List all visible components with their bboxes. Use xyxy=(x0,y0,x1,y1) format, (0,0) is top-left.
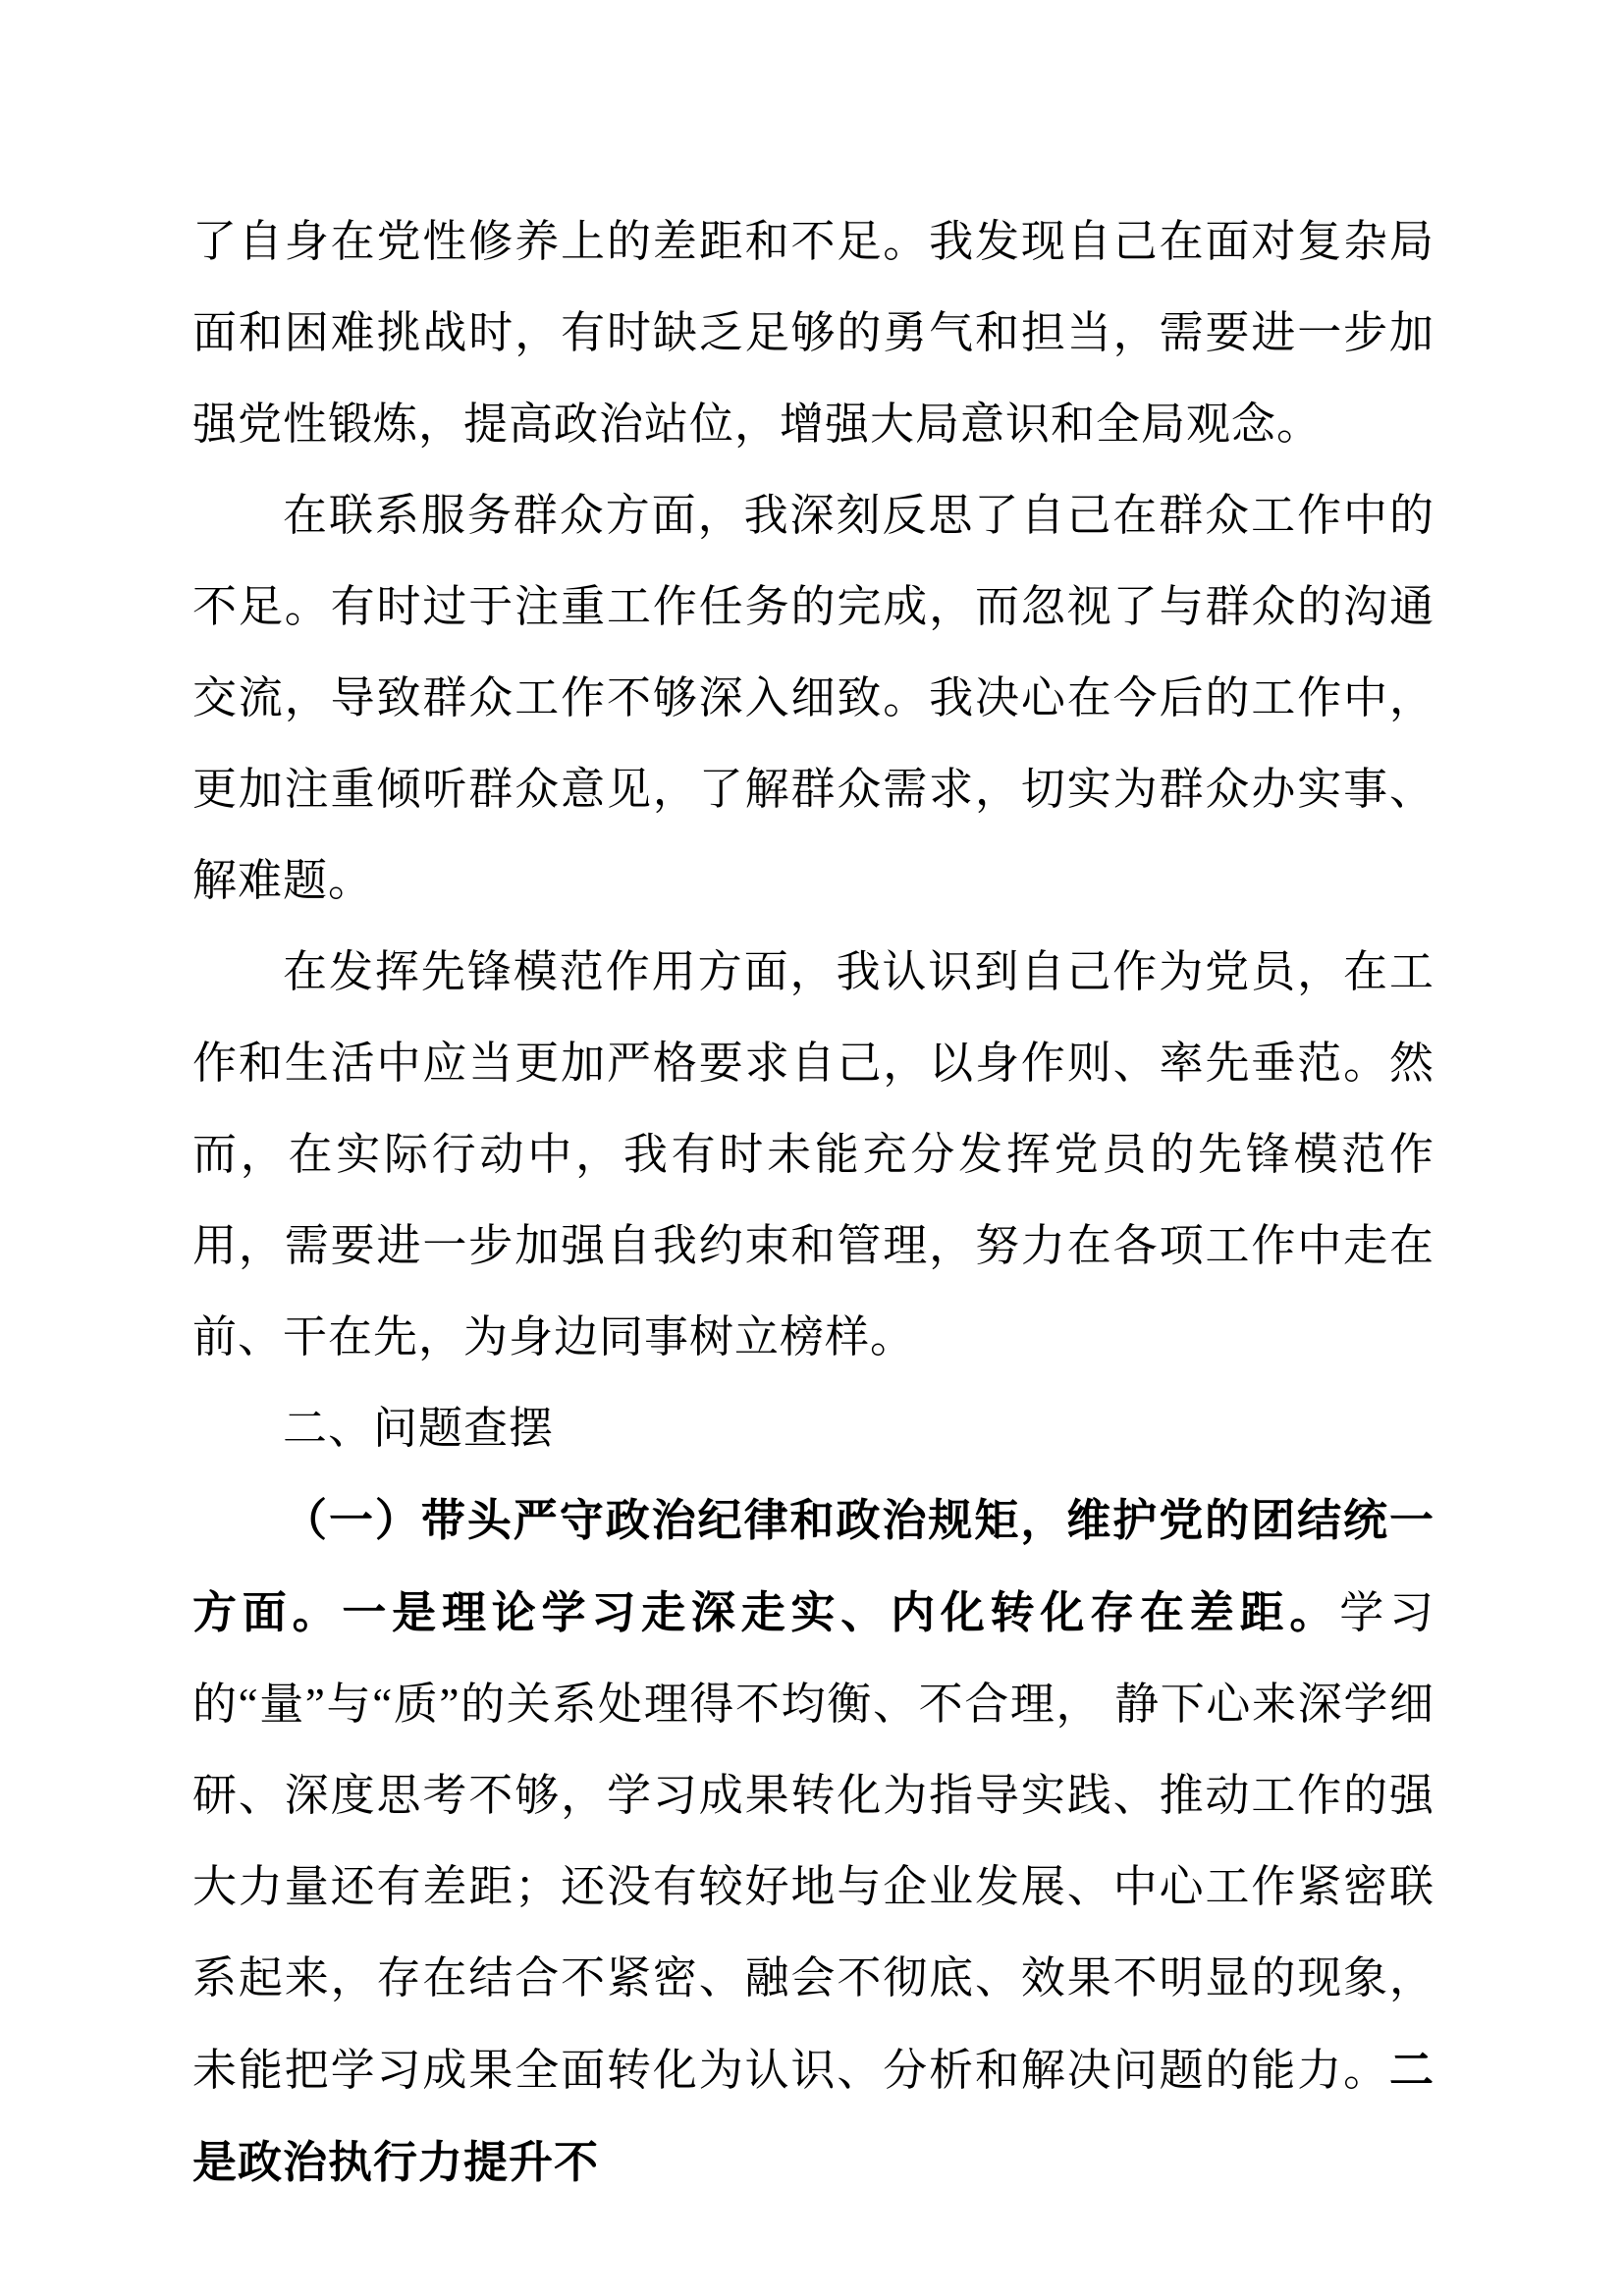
section-heading-problem-review: 二、问题查摆 xyxy=(283,1404,555,1453)
paragraph-vanguard-role: 在发挥先锋模范作用方面，我认识到自己作为党员，在工作和生活中应当更加严格要求自己，以身作则、率先垂范。然而，在实际行动中，我有时未能充分发挥党员的先锋模范作用，需要进一步加强自我约束和管理，努力在各项工作中走在前、干在先，为身边同事树立榜样。 xyxy=(192,947,1434,1362)
run-bold-problem-one-heading: （一）带头严守政治纪律和政治规矩，维护党的团结统一方面。一是理论学习走深走实、内化转化存在差距。 xyxy=(192,1495,1434,1637)
paragraph-problem-one xyxy=(192,1474,1434,2209)
document-content xyxy=(192,196,1434,2209)
paragraph-party-spirit-continuation: 了自身在党性修养上的差距和不足。我发现自己在面对复杂局面和困难挑战时，有时缺乏足够的勇气和担当，需要进一步加强党性锻炼，提高政治站位，增强大局意识和全局观念。 xyxy=(192,217,1434,449)
run-regular-problem-one-body: 学习的“量”与“质”的关系处理得不均衡、不合理， 静下心来深学细研、深度思考不够，学习成果转化为指导实践、推动工作的强大力量还有差距；还没有较好地与企业发展、中心工作紧密联系起来，存在结合不紧密、融会不彻底、效果不明显的现象，未能把学习成果全面转化为认识、分析和解决问题的能力。 xyxy=(192,1588,1434,2095)
paragraph-serving-masses: 在联系服务群众方面，我深刻反思了自己在群众工作中的不足。有时过于注重工作任务的完成，而忽视了与群众的沟通交流，导致群众工作不够深入细致。我决心在今后的工作中，更加注重倾听群众意见，了解群众需求，切实为群众办实事、解难题。 xyxy=(192,491,1434,905)
run-bold-problem-two-lead-in: 二是政治执行力提升不 xyxy=(192,2045,1434,2187)
